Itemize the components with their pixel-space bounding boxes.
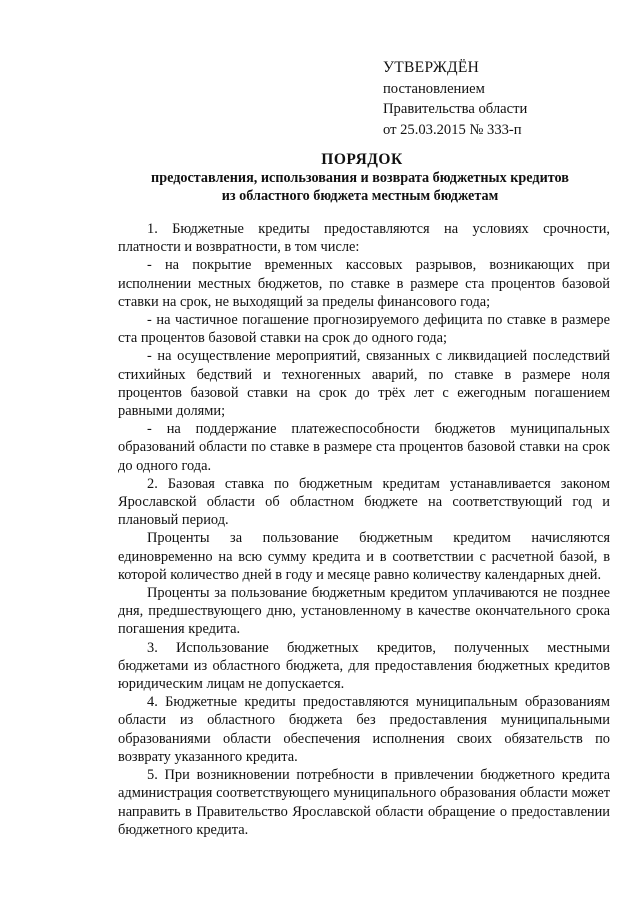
- paragraph-2-interest-payment: Проценты за пользование бюджетным кредитом уплачиваются не позднее дня, предшествующего дню, установленному в качестве окончательного срока погашения кредита.: [118, 585, 610, 638]
- paragraph-4: 4. Бюджетные кредиты предоставляются муниципальным образованиям области из областного бюджета без предоставления муниципальными образованиями области обеспечения исполнения своих обязательств по возврату указанного кредита.: [118, 694, 610, 765]
- document-subtitle-line-2: из областного бюджета местным бюджетам: [221, 187, 499, 204]
- approval-title: УТВЕРЖДЁН: [383, 59, 480, 76]
- paragraph-2: 2. Базовая ставка по бюджетным кредитам устанавливается законом Ярославской области об областном бюджете на соответствующий год и плановый период.: [118, 475, 610, 529]
- paragraph-1-item-solvency: - на поддержание платежеспособности бюджетов муниципальных образований области по ставке в размере ста процентов базовой ставки на срок до одного года.: [118, 421, 610, 474]
- paragraph-1-item-deficit: - на частичное погашение прогнозируемого дефицита по ставке в размере ста процентов базовой ставки на срок до одного года;: [118, 312, 610, 347]
- document-body: [118, 220, 610, 839]
- paragraph-5: 5. При возникновении потребности в привлечении бюджетного кредита администрация соответствующего муниципального образования области может направить в Правительство Ярославской области обращение о предоставлении бюджетного кредита.: [118, 767, 610, 838]
- paragraph-1-item-cash-gaps: - на покрытие временных кассовых разрывов, возникающих при исполнении местных бюджетов, по ставке в размере ста процентов базовой ставки на срок, не выходящий за пределы финансового года;: [118, 257, 610, 310]
- document-subtitle-line-1: предоставления, использования и возврата бюджетных кредитов: [151, 170, 569, 186]
- paragraph-2-interest-accrual: Проценты за пользование бюджетным кредитом начисляются единовременно на всю сумму кредита и в соответствии с расчетной базой, в которой количество дней в году и месяце равно количеству календарных дней.: [118, 530, 610, 583]
- paragraph-3: 3. Использование бюджетных кредитов, полученных местными бюджетами из областного бюджета, для предоставления бюджетных кредитов юридическим лицам не допускается.: [118, 639, 610, 693]
- document-heading: [80, 150, 640, 205]
- paragraph-1: 1. Бюджетные кредиты предоставляются на условиях срочности, платности и возвратности, в том числе:: [118, 221, 610, 256]
- approval-stamp: [383, 58, 527, 140]
- approval-line-resolution: постановлением: [383, 80, 485, 97]
- approval-line-government: Правительства области: [383, 101, 528, 117]
- paragraph-1-item-disasters: - на осуществление мероприятий, связанных с ликвидацией последствий стихийных бедствий и техногенных аварий, по ставке в размере ноля процентов базовой ставки на срок до трёх лет с ежегодным погашением равными долями;: [118, 348, 610, 420]
- document-title: ПОРЯДОК: [321, 151, 403, 168]
- approval-line-date-number: от 25.03.2015 № 333-п: [383, 121, 522, 138]
